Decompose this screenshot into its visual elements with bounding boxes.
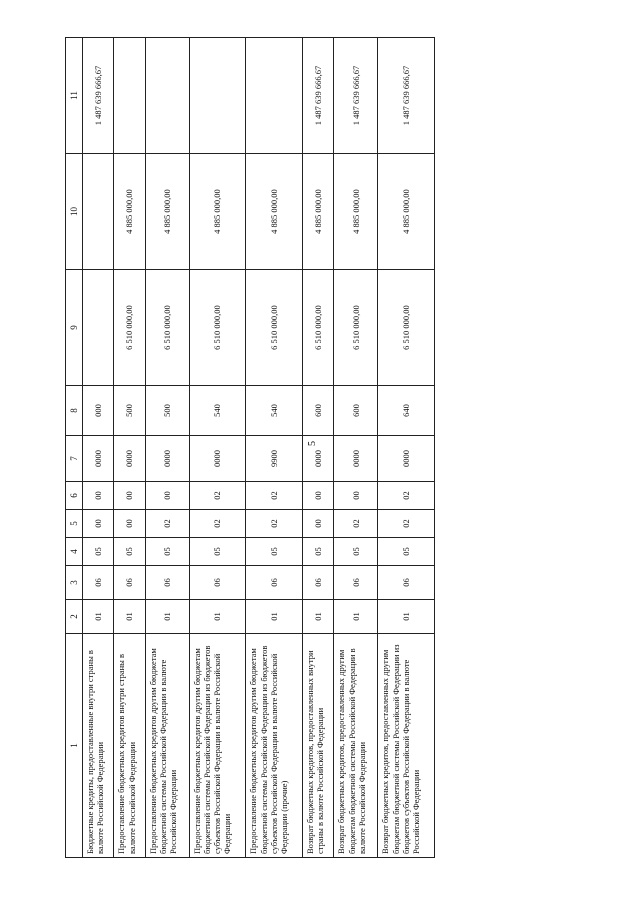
code-cell: 05 <box>189 538 246 566</box>
code-cell: 02 <box>189 510 246 538</box>
row-description: Предоставление бюджетных кредитов другим бюджетам бюджетной системы Российской Федерации в валюте Российской Федерации <box>145 634 189 858</box>
code-cell: 0000 <box>189 436 246 482</box>
row-description: Предоставление бюджетных кредитов другим бюджетам бюджетной системы Российской Федерации из бюджетов субъектов Российской Федерации в валюте Российской Федерации (прочие) <box>246 634 303 858</box>
code-cell: 02 <box>378 482 435 510</box>
amount-cell: 4 885 000,00 <box>302 154 333 270</box>
row-description: Возврат бюджетных кредитов, предоставленных другим бюджетам бюджетной системы Российской Федерации в валюте Российской Федерации <box>334 634 378 858</box>
code-cell: 00 <box>145 482 189 510</box>
code-cell: 05 <box>302 538 333 566</box>
code-cell: 600 <box>302 386 333 436</box>
row-description: Предоставление бюджетных кредитов другим бюджетам бюджетной системы Российской Федерации из бюджетов субъектов Российской Федерации в валюте Российской Федерации <box>189 634 246 858</box>
amount-cell: 4 885 000,00 <box>334 154 378 270</box>
code-cell: 05 <box>114 538 145 566</box>
code-cell: 02 <box>246 482 303 510</box>
amount-cell: 6 510 000,00 <box>114 270 145 386</box>
code-cell: 540 <box>189 386 246 436</box>
budget-credits-table-area <box>65 38 435 858</box>
table-row <box>114 38 145 858</box>
header-col-5: 5 <box>66 510 83 538</box>
header-col-9: 9 <box>66 270 83 386</box>
amount-cell: 4 885 000,00 <box>145 154 189 270</box>
code-cell: 01 <box>145 600 189 634</box>
page-number: 5 <box>307 441 318 446</box>
code-cell: 00 <box>334 482 378 510</box>
code-cell: 0000 <box>114 436 145 482</box>
amount-cell: 1 487 639 666,67 <box>334 38 378 154</box>
code-cell: 01 <box>302 600 333 634</box>
code-cell: 0000 <box>334 436 378 482</box>
header-col-6: 6 <box>66 482 83 510</box>
code-cell: 500 <box>145 386 189 436</box>
amount-cell: 6 510 000,00 <box>302 270 333 386</box>
budget-credits-table <box>65 37 435 858</box>
code-cell: 05 <box>246 538 303 566</box>
header-col-3: 3 <box>66 566 83 600</box>
header-col-10: 10 <box>66 154 83 270</box>
header-col-11: 11 <box>66 38 83 154</box>
table-row <box>302 38 333 858</box>
code-cell: 01 <box>189 600 246 634</box>
code-cell: 05 <box>334 538 378 566</box>
amount-cell <box>114 38 145 154</box>
code-cell: 600 <box>334 386 378 436</box>
amount-cell: 6 510 000,00 <box>189 270 246 386</box>
header-col-8: 8 <box>66 386 83 436</box>
code-cell: 06 <box>246 566 303 600</box>
amount-cell: 1 487 639 666,67 <box>83 38 114 154</box>
code-cell: 01 <box>83 600 114 634</box>
code-cell: 00 <box>83 510 114 538</box>
code-cell: 06 <box>83 566 114 600</box>
table-row <box>378 38 435 858</box>
table-row <box>145 38 189 858</box>
code-cell: 06 <box>114 566 145 600</box>
code-cell: 540 <box>246 386 303 436</box>
header-col-7: 7 <box>66 436 83 482</box>
code-cell: 02 <box>378 510 435 538</box>
code-cell: 0000 <box>378 436 435 482</box>
code-cell: 05 <box>145 538 189 566</box>
amount-cell: 4 885 000,00 <box>114 154 145 270</box>
row-description: Возврат бюджетных кредитов, предоставленных другим бюджетам бюджетной системы Российской Федерации из бюджетов субъектов Российской Федерации в валюте Российской Федерации <box>378 634 435 858</box>
row-description: Возврат бюджетных кредитов, предоставленных внутри страны в валюте Российской Федерации <box>302 634 333 858</box>
code-cell: 9900 <box>246 436 303 482</box>
code-cell: 02 <box>145 510 189 538</box>
amount-cell <box>189 38 246 154</box>
code-cell: 06 <box>334 566 378 600</box>
code-cell: 0000 <box>302 436 333 482</box>
header-col-2: 2 <box>66 600 83 634</box>
code-cell: 06 <box>189 566 246 600</box>
table-row <box>246 38 303 858</box>
amount-cell: 1 487 639 666,67 <box>378 38 435 154</box>
code-cell: 00 <box>302 510 333 538</box>
code-cell: 0000 <box>83 436 114 482</box>
amount-cell <box>145 38 189 154</box>
table-row <box>83 38 114 858</box>
code-cell: 00 <box>302 482 333 510</box>
header-row <box>66 38 83 858</box>
code-cell: 00 <box>114 510 145 538</box>
amount-cell: 6 510 000,00 <box>378 270 435 386</box>
amount-cell: 6 510 000,00 <box>145 270 189 386</box>
code-cell: 06 <box>378 566 435 600</box>
amount-cell: 4 885 000,00 <box>189 154 246 270</box>
code-cell: 01 <box>114 600 145 634</box>
rotated-page-content <box>65 38 435 858</box>
code-cell: 01 <box>378 600 435 634</box>
amount-cell: 6 510 000,00 <box>334 270 378 386</box>
code-cell: 000 <box>83 386 114 436</box>
amount-cell: 4 885 000,00 <box>378 154 435 270</box>
code-cell: 640 <box>378 386 435 436</box>
amount-cell <box>246 38 303 154</box>
header-col-1: 1 <box>66 634 83 858</box>
code-cell: 02 <box>189 482 246 510</box>
code-cell: 06 <box>145 566 189 600</box>
code-cell: 500 <box>114 386 145 436</box>
amount-cell: 1 487 639 666,67 <box>302 38 333 154</box>
header-col-4: 4 <box>66 538 83 566</box>
table-row <box>189 38 246 858</box>
code-cell: 01 <box>334 600 378 634</box>
amount-cell <box>83 154 114 270</box>
code-cell: 05 <box>83 538 114 566</box>
code-cell: 00 <box>114 482 145 510</box>
code-cell: 05 <box>378 538 435 566</box>
table-row <box>334 38 378 858</box>
code-cell: 02 <box>246 510 303 538</box>
code-cell: 06 <box>302 566 333 600</box>
code-cell: 0000 <box>145 436 189 482</box>
row-description: Предоставление бюджетных кредитов внутри страны в валюте Российской Федерации <box>114 634 145 858</box>
amount-cell: 6 510 000,00 <box>246 270 303 386</box>
code-cell: 02 <box>334 510 378 538</box>
code-cell: 00 <box>83 482 114 510</box>
amount-cell <box>83 270 114 386</box>
code-cell: 01 <box>246 600 303 634</box>
row-description: Бюджетные кредиты, предоставленные внутри страны в валюте Российской Федерации <box>83 634 114 858</box>
amount-cell: 4 885 000,00 <box>246 154 303 270</box>
